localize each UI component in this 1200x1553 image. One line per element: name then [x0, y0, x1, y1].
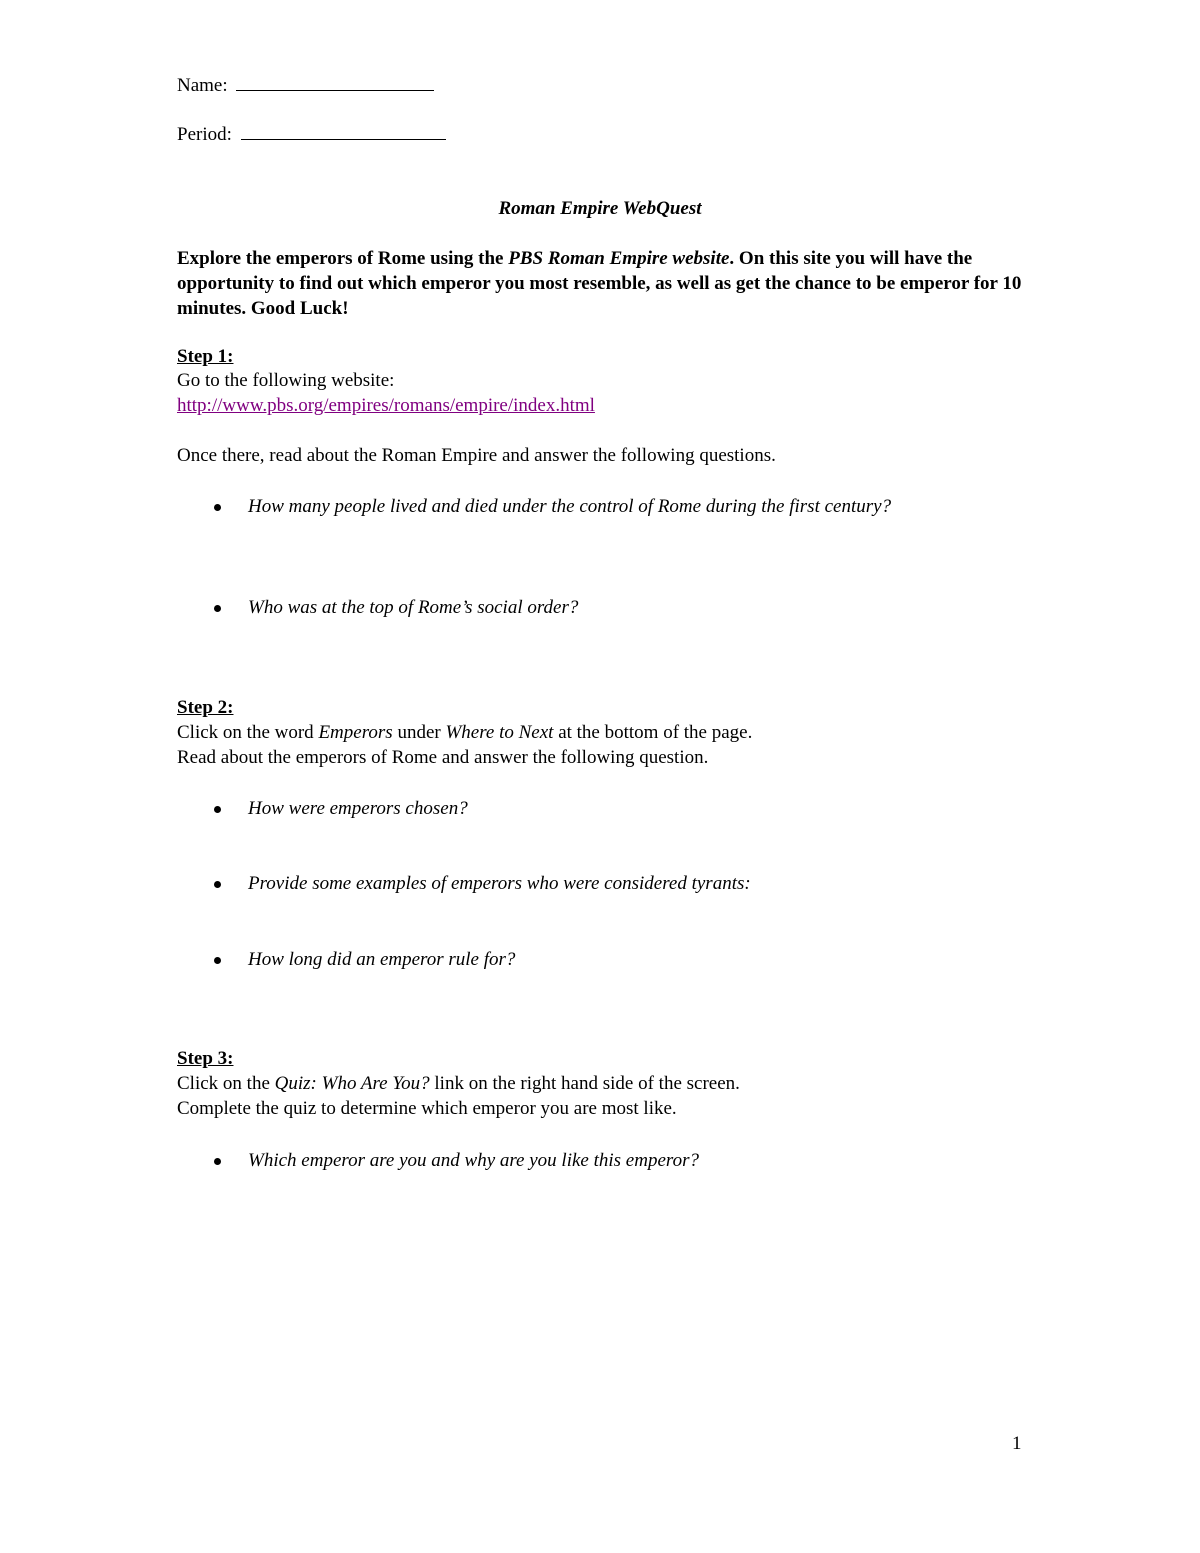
step1-website-link[interactable]: http://www.pbs.org/empires/romans/empire/index.html — [177, 395, 595, 416]
step2-question-2: Provide some examples of emperors who were considered tyrants: — [248, 873, 751, 894]
page-number: 1 — [1012, 1433, 1022, 1454]
name-field — [177, 72, 434, 98]
step1-question-1: How many people lived and died under the control of Rome during the first century? — [248, 496, 892, 517]
step2-question-3: How long did an emperor rule for? — [248, 949, 516, 970]
bullet-icon — [214, 1158, 221, 1165]
intro-paragraph — [177, 246, 1027, 321]
period-blank-line — [241, 121, 446, 140]
step2-instruction — [177, 721, 752, 745]
period-label: Period: — [177, 124, 232, 145]
bullet-icon — [214, 957, 221, 964]
intro-text-2: . On this site you will have the opportunity to find out which emperor you most resemble, as well as get the chance to be emperor for 10 minutes. Good Luck! — [177, 248, 1022, 319]
intro-text-1: Explore the emperors of Rome using the — [177, 248, 509, 269]
step2-text-c: under — [392, 722, 446, 743]
step1-heading: Step 1: — [177, 346, 234, 367]
name-blank-line — [236, 72, 434, 91]
step2-where-to-next: Where to Next — [445, 722, 554, 743]
step2-text-a: Click on the word — [177, 722, 319, 743]
step2-heading: Step 2: — [177, 697, 234, 718]
page-title: Roman Empire WebQuest — [498, 198, 702, 219]
bullet-icon — [214, 504, 221, 511]
bullet-icon — [214, 881, 221, 888]
step3-quiz-name: Quiz: Who Are You? — [274, 1073, 430, 1094]
step1-instruction-2: Once there, read about the Roman Empire and answer the following questions. — [177, 445, 776, 466]
step1-question-2: Who was at the top of Rome’s social order? — [248, 597, 579, 618]
step2-emperors-word: Emperors — [318, 722, 393, 743]
step3-instruction — [177, 1072, 740, 1096]
step2-question-1: How were emperors chosen? — [248, 798, 468, 819]
step2-instruction-2: Read about the emperors of Rome and answer the following question. — [177, 747, 709, 768]
step3-heading: Step 3: — [177, 1048, 234, 1069]
step3-question-1: Which emperor are you and why are you like this emperor? — [248, 1150, 699, 1171]
intro-site-name: PBS Roman Empire website — [508, 248, 730, 269]
step1-instruction: Go to the following website: — [177, 370, 395, 391]
name-label: Name: — [177, 75, 228, 96]
bullet-icon — [214, 806, 221, 813]
step3-text-c: link on the right hand side of the screen. — [429, 1073, 740, 1094]
period-field — [177, 121, 446, 147]
bullet-icon — [214, 605, 221, 612]
step3-instruction-2: Complete the quiz to determine which emperor you are most like. — [177, 1098, 677, 1119]
step3-text-a: Click on the — [177, 1073, 275, 1094]
step2-text-e: at the bottom of the page. — [553, 722, 753, 743]
